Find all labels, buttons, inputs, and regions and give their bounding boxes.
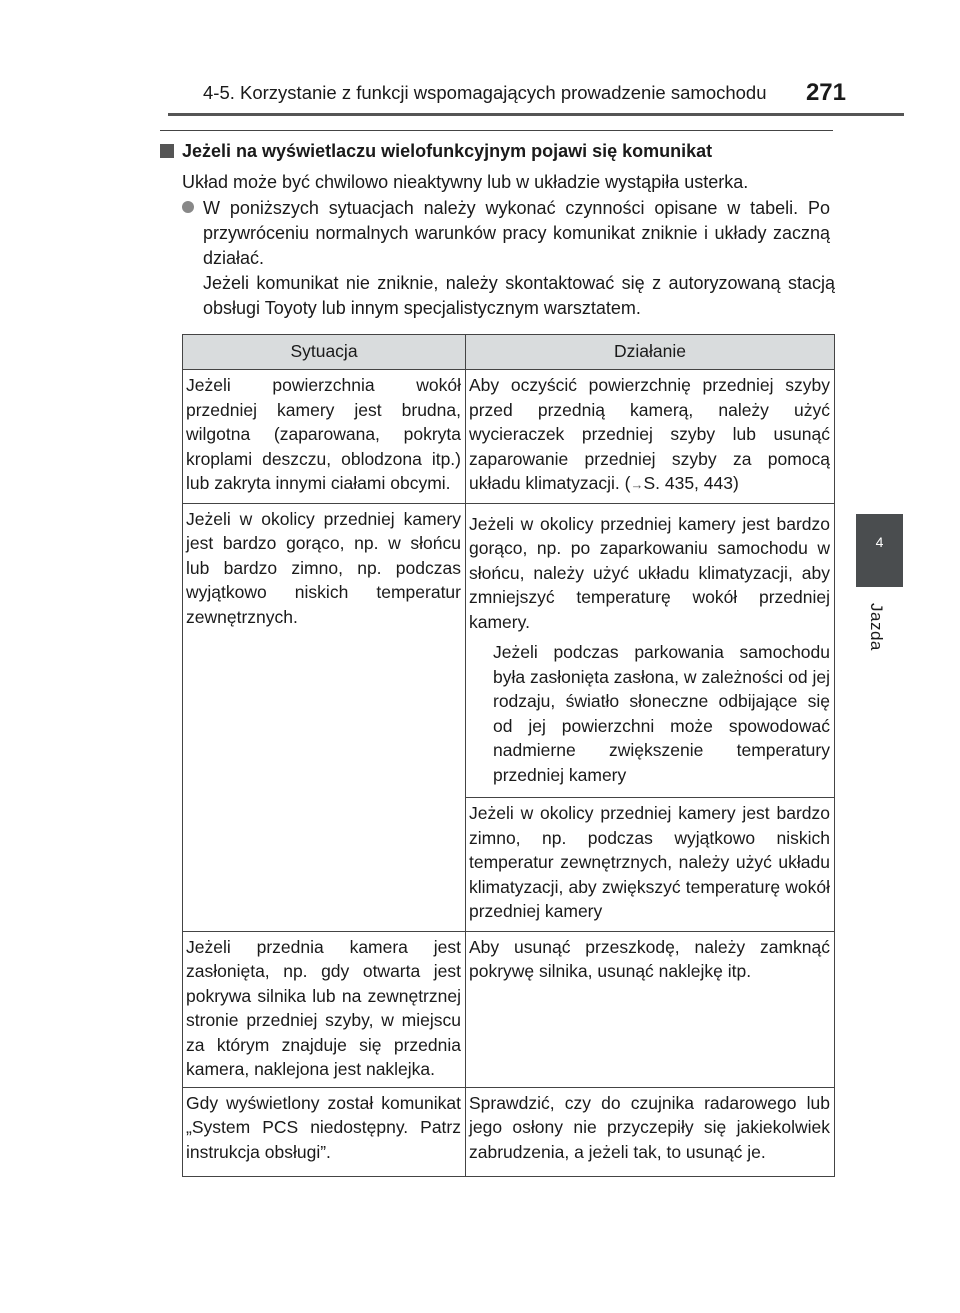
section-rule [160, 130, 833, 131]
section-heading [160, 141, 712, 162]
chapter-tab-label: Jazda [867, 603, 886, 651]
action-text: Aby oczyścić powierzchnię przedniej szyby przed przednią kamerą, należy użyć wycieraczek przedniej szyby lub usunąć zaparowanie przedniej szyby za pomocą układu klimatyzacji. ( [469, 375, 830, 493]
action-text: Jeżeli w okolicy przedniej kamery jest bardzo gorąco, np. po zaparkowaniu samochodu w słońcu, należy użyć układu klimatyzacji, aby zmniejszyć temperaturę wokół przedniej kamery. [469, 513, 830, 632]
section-title: Jeżeli na wyświetlaczu wielofunkcyjnym pojawi się komunikat [182, 141, 713, 161]
table-row [183, 1087, 835, 1177]
note-text: Jeżeli komunikat nie zniknie, należy skontaktować się z autoryzowaną stacją obsługi Toyoty lub innym specjalistycznym warsztatem. [203, 273, 835, 318]
table-row [183, 503, 835, 798]
action-cell: Aby usunąć przeszkodę, należy zamknąć pokrywę silnika, usunąć naklejkę itp. [466, 931, 835, 1087]
table-header-row [183, 335, 835, 370]
situation-cell: Jeżeli przednia kamera jest zasłonięta, np. gdy otwarta jest pokrywa silnika lub na zewnętrznej stronie przedniej szyby, w miejscu za którym znajduje się przednia kamera, naklejona jest naklejka. [183, 931, 466, 1087]
arrow-right-icon: → [630, 477, 644, 492]
action-cell: Sprawdzić, czy do czujnika radarowego lub jego osłony nie przyczepiły się jakiekolwiek zabrudzenia, a jeżeli tak, to usunąć je. [466, 1087, 835, 1177]
circle-bullet-icon [182, 201, 194, 213]
page-number: 271 [805, 79, 846, 106]
column-header-situation: Sytuacja [183, 335, 466, 370]
table-row [183, 931, 835, 1087]
square-bullet-icon [160, 144, 174, 158]
troubleshooting-table [182, 334, 835, 1177]
bullet-text: W poniższych sytuacjach należy wykonać czynności opisane w tabeli. Po przywróceniu normalnych warunków pracy komunikat zniknie i układy zaczną działać. [203, 198, 830, 268]
table-row [183, 370, 835, 504]
column-header-action: Działanie [466, 335, 835, 370]
action-note: Jeżeli podczas parkowania samochodu była zasłonięta zasłona, w zależności od jej rodzaju, światło słoneczne odbijające się od jej powierzchni może spowodować nadmierne zwiększenie temperatury przedniej kamery [493, 642, 830, 785]
chapter-tab [856, 514, 903, 587]
situation-cell: Jeżeli powierzchnia wokół przedniej kamery jest brudna, wilgotna (zaparowana, pokryta kroplami deszczu, oblodzona itp.) lub zakryta innymi ciałami obcymi. [183, 370, 466, 504]
header-rule [168, 113, 904, 116]
action-cell [466, 503, 835, 798]
section-intro: Układ może być chwilowo nieaktywny lub w układzie wystąpiła usterka. [182, 172, 749, 192]
chapter-tab-number: 4 [875, 534, 884, 550]
action-cell: Jeżeli w okolicy przedniej kamery jest bardzo zimno, np. podczas wyjątkowo niskich temperatur zewnętrznych, należy użyć układu klimatyzacji, aby zwiększyć temperaturę wokół przedniej kamery [466, 798, 835, 932]
page-reference: S. 435, 443) [643, 473, 739, 493]
action-cell [466, 370, 835, 504]
situation-cell: Gdy wyświetlony został komunikat „System PCS niedostępny. Patrz instrukcja obsługi”. [183, 1087, 466, 1177]
situation-cell: Jeżeli w okolicy przedniej kamery jest bardzo gorąco, np. w słońcu lub bardzo zimno, np. podczas wyjątkowo niskich temperatur zewnętrznych. [183, 503, 466, 931]
chapter-title: 4-5. Korzystanie z funkcji wspomagających prowadzenie samochodu [203, 82, 767, 103]
